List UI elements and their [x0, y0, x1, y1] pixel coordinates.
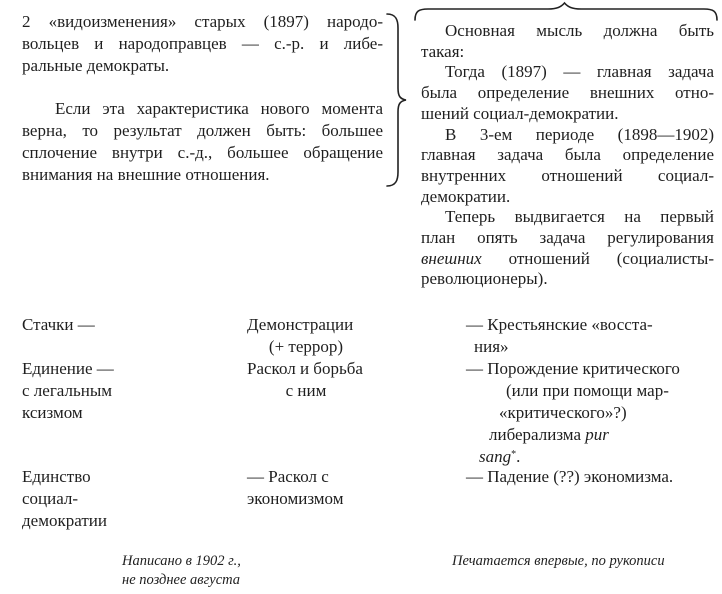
text-line: с легальным: [22, 381, 113, 400]
written-date-note: [122, 552, 241, 590]
text-line: — Крестьянские «восста-: [466, 315, 653, 334]
text-line: сплочение внутри с.-д., большее обращение: [22, 143, 383, 162]
table-cell-unity-sd: [22, 466, 107, 532]
text-line: главная задача была определение: [421, 145, 714, 165]
table-cell-peasant-revolts: [466, 314, 720, 358]
text-line: Раскол и борьба: [247, 359, 363, 378]
text-line: Демонстрации: [247, 315, 354, 334]
text-line: Единение —: [22, 359, 114, 378]
table-cell-critical-liberalism: [466, 358, 720, 468]
table-cell-unity-legal: [22, 358, 114, 424]
text-line: (или при помощи мар-: [506, 381, 669, 400]
table-cell-strikes: [22, 314, 95, 336]
text-line: ния»: [474, 337, 509, 356]
text-line: внешних отношений (социалисты-: [421, 248, 714, 268]
text-line: — Порождение критического: [466, 359, 680, 378]
text-line: экономизмом: [247, 489, 344, 508]
publication-note: Печатается впервые, по рукописи: [452, 553, 665, 569]
text-line: план опять задача регулирования: [421, 228, 714, 248]
paragraph-if-characteristic: [22, 98, 383, 186]
table-cell-split-economism: [247, 466, 365, 510]
overbrace-icon: [412, 1, 720, 22]
left-text-block: [22, 11, 383, 186]
text-line: не позднее августа: [122, 572, 241, 588]
text-line: либерализма pur: [489, 425, 609, 444]
text-line: Теперь выдвигается на первый: [445, 207, 714, 227]
paragraph-modifications: [22, 11, 383, 77]
text-line: шений социал-демократии.: [421, 103, 619, 123]
text-line: 2 «видоизменения» старых (1897) народо-: [22, 12, 383, 31]
text-line: sang*.: [479, 447, 521, 466]
paragraph-third-period: [421, 125, 714, 208]
text-line: была определение внешних отно-: [421, 83, 714, 103]
text-line: Единство: [22, 467, 91, 486]
text-line: (+ террор): [268, 337, 344, 356]
text-line: «критического»?): [499, 403, 627, 422]
text-line: ральные демократы.: [22, 56, 170, 75]
table-cell-split-struggle: [247, 358, 365, 402]
text-line: Основная мысль должна быть: [445, 21, 714, 40]
text-line: демократии.: [421, 186, 511, 206]
table-cell-demonstrations: [247, 314, 365, 358]
text-line: верна, то результат должен быть: большее: [22, 121, 383, 140]
text-line: Написано в 1902 г.,: [122, 553, 241, 569]
text-line: Если эта характеристика нового момента: [55, 99, 383, 118]
paragraph-now-external: [421, 207, 714, 290]
right-text-block: [421, 21, 714, 290]
text-line: — Падение (??) экономизма.: [466, 467, 674, 486]
text-line: Тогда (1897) — главная задача: [445, 62, 714, 82]
text-line: — Раскол с: [247, 467, 329, 486]
text-line: вольцев и народоправцев — с.-р. и либе-: [22, 34, 383, 53]
table-cell-fall-economism: [466, 466, 720, 488]
text-line: В 3-ем периоде (1898—1902): [445, 124, 714, 144]
text-line: внутренних отношений социал-: [421, 165, 714, 185]
closing-brace-icon: [384, 11, 410, 189]
text-line: с ним: [285, 381, 327, 400]
paragraph-1897-task: [421, 62, 714, 124]
text-line: революционеры).: [421, 269, 548, 289]
text-line: ксизмом: [22, 403, 83, 422]
text-line: Стачки —: [22, 315, 95, 334]
text-line: такая:: [421, 41, 465, 61]
paragraph-main-idea: [421, 21, 714, 62]
text-line: демократии: [22, 511, 107, 530]
text-line: социал-: [22, 489, 79, 508]
text-line: внимания на внешние отношения.: [22, 165, 270, 184]
